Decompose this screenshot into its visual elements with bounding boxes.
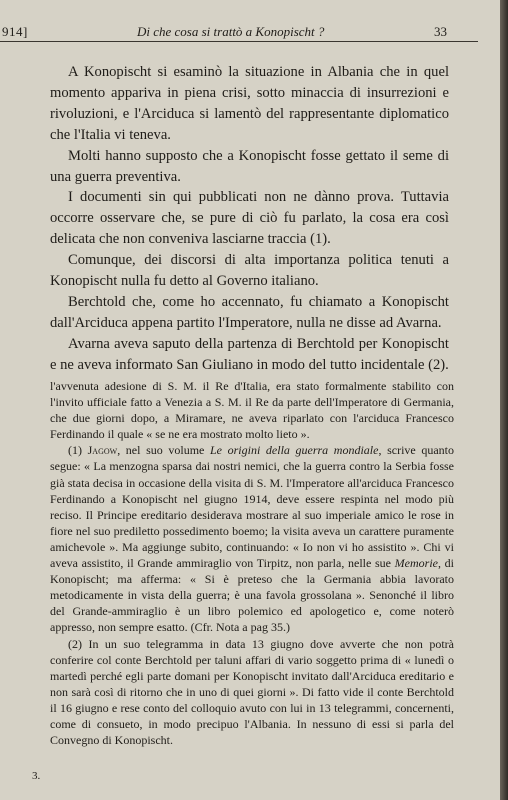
- paragraph: A Konopischt si esaminò la situazione in Albania che in quel momento appariva in piena crisi, sotto minaccia di insurrezioni e rivoluzioni, e l'Arciduca si lamentò del rappresentante diplomatico che l'Italia vi teneva.: [50, 64, 449, 143]
- paragraph: Molti hanno supposto che a Konopischt fosse gettato il seme di una guerra preventiva.: [50, 147, 449, 185]
- main-text: [50, 62, 449, 376]
- footnote-1: [50, 442, 454, 635]
- page-edge-shadow: [500, 0, 508, 800]
- running-header: [0, 20, 500, 42]
- footnote-continuation: l'avvenuta adesione di S. M. il Re d'Italia, era stato formalmente stabilito con l'invito ufficiale fatto a Venezia a S. M. il Re da parte dell'Imperatore di Germania, che due giorni dopo, a Miramare, ne aveva riparlato con l'arciduca Francesco Ferdinando il quale « se ne era mostrato molto lieto ».: [50, 379, 454, 442]
- footnotes: [50, 378, 454, 748]
- header-rule: [0, 41, 478, 42]
- running-title: Di che cosa si trattò a Konopischt ?: [137, 24, 325, 39]
- signature-mark: 3.: [32, 770, 41, 782]
- paragraph: Comunque, dei discorsi di alta importanza politica tenuti a Konopischt nulla fu detto al Governo italiano.: [50, 252, 449, 290]
- book-title: Le origini della guerra mondiale: [210, 443, 379, 458]
- book-title: Memorie: [394, 556, 438, 571]
- paragraph: Avarna aveva saputo della partenza di Berchtold per Konopischt e ne aveva informato San Giuliano in modo del tutto incidentale (2).: [50, 335, 449, 373]
- footnote-text: , scrive quanto segue: « La menzogna sparsa dai nostri nemici, che la guerra contro la Serbia fosse già stata decisa in occasione della visita di S. M. l'Imperatore all'arciduca Francesco Ferdinando a Konopischt nel giugno 1914, deve essere respinta nel modo più reciso. Il Principe ereditario desiderava mostrare al suo imperiale amico le rose in fiore nel suo prediletto possedimento boemo; la visita aveva un carattere puramente amichevole ». Ma aggiunge subito, continuando: « Io non vi ho assistito ». Chi vi aveva assistito, il Grande ammiraglio von Tirpitz, non parla, nelle sue: [50, 443, 455, 571]
- page-number: 33: [434, 24, 447, 39]
- paragraph: I documenti sin qui pubblicati non ne dànno prova. Tuttavia occorre osservare che, se pure di ciò fu parlato, la cosa era così delicata che non conveniva lasciarne traccia (1).: [50, 189, 449, 248]
- header-year-fragment: 914]: [2, 24, 28, 39]
- footnote-marker: (1): [68, 443, 82, 458]
- footnote-text: , di Konopischt; ma afferma: « Si è preteso che la Germania abbia lavorato metodicamente in vista della guerra; è una favola grossolana ». Senonché il libro del Grande-ammiraglio è un libro polemico ed apologetico e, come noterò appresso, non sempre esatto. (Cfr. Nota a pag 35.): [50, 556, 454, 635]
- footnote-text: , nel suo volume: [117, 443, 205, 458]
- paragraph: Berchtold che, come ho accennato, fu chiamato a Konopischt dall'Arciduca appena partito l'Imperatore, nulla ne disse ad Avarna.: [50, 293, 449, 331]
- footnote-2: (2) In un suo telegramma in data 13 giugno dove avverte che non potrà conferire col conte Berchtold per taluni affari di vario soggetto prima di « lunedì o martedì perché egli parte domani per Konopischt invitato dall'Arciduca ereditario e non sarà così di ritorno che in uno di quei giorni ». Di fatto vide il conte Berchtold il 16 giugno e rese conto del colloquio avuto con lui in 13 telegrammi, concernenti, come di consueto, in modo precipuo l'Albania. In nessuno di essi si parla del Convegno di Konopischt.: [50, 636, 454, 748]
- footnote-author: Jagow: [87, 443, 118, 458]
